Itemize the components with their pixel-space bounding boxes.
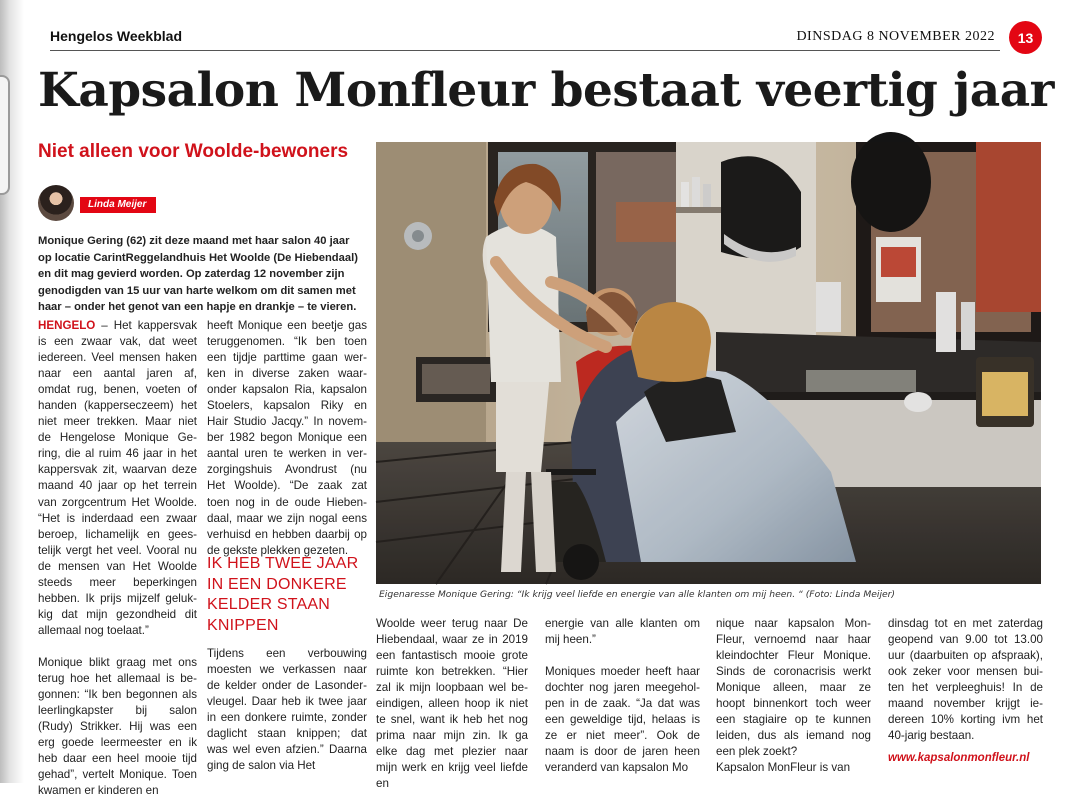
column-1-paragraph-2: Monique blikt graag met ons terug hoe het allemaal is begonnen: “Ik ben begonnen als leerlingkapster bij salon (Rudy) Strikker. Hij was een erg goede leermeester en ik heb daar een heel mooie tijd gehad”, vertelt Monique. Toen kwamen er kinderen en — [38, 655, 197, 798]
column-5-paragraph-2: Kapsalon MonFleur is van — [716, 761, 851, 775]
article-intro: Monique Gering (62) zit deze maand met haar salon 40 jaar op locatie CarintReggelandhuis Het Woolde (De Hiebendaal) en dit mag gevierd worden. Op zaterdag 12 november zijn genodigden van 15 uur van harte welkom om dit samen met haar – onder het genot van een hapje en drankje – te vieren. — [38, 235, 358, 314]
pull-quote: IK HEB TWEE JAAR IN EEN DONKERE KELDER STAAN KNIPPEN — [207, 555, 359, 634]
article-headline — [38, 62, 1054, 120]
column-4-paragraph-1: energie van alle klanten om mij heen.” — [545, 617, 700, 647]
article-column-5 — [716, 616, 871, 776]
article-column-2b — [207, 646, 367, 774]
author-byline: Linda Meijer — [80, 197, 156, 213]
article-subheadline: Niet alleen voor Woolde-bewoners — [38, 141, 349, 162]
headline-bold: Kapsalon Monfleur — [38, 63, 535, 118]
article-column-4 — [545, 616, 700, 776]
column-1-text-1: – Het kappersvak is een zwaar vak, dat weet iedereen. Veel mensen haken naar een aantal jaren af, omdat rug, benen, voeten of handen (kapperseczeem) het niet meer trekken. Maar niet de Hengelose Monique Gering, die al ruim 46 jaar in het kappersvak zit, waarvan deze maand 40 jaar op het terrein van zorgcentrum Het Woolde. “Het is inderdaad een zwaar beroep, lichamelijk en geestelijk vergt het veel. Vooral nu de mensen van Het Woolde steeds meer beperkingen hebben. Ik prijs mijzelf gelukkig dat mijn gezondheid dit allemaal nog toelaat.” — [38, 319, 197, 637]
article-column-3 — [376, 616, 528, 793]
publication-name: Hengelos Weekblad — [50, 28, 183, 44]
author-avatar — [38, 185, 74, 221]
photo-caption: Eigenaresse Monique Gering: “Ik krijg veel liefde en energie van alle klanten om mij heen. “ (Foto: Linda Meijer) — [379, 589, 896, 600]
column-4-paragraph-2: Moniques moeder heeft haar dochter nog jaren meegeholpen in de zaak. “Ja dat was een geweldige tijd, helaas is ze er niet meer”. Ook de naam is door de jaren heen veranderd van kapsalon Mo — [545, 665, 700, 775]
column-1-paragraph-1 — [38, 318, 197, 639]
article-column-6 — [888, 616, 1043, 744]
column-2-paragraph-1: heeft Monique een beetje gas teruggenomen. “Ik ben toen een tijdje parttime gaan werken in diverse zaken waaronder kapsalon Ria, kapsalon Stoelers, kapsalon Riky en Hair Studio Jacqy.” In november 1982 begon Monique een aantal uren te werken in verzorgingshuis Avondrust (nu Het Woolde). “De zaak zat toen nog in de oude Hiebendaal, maar we zijn nogal eens verhuisd en hebben daarbij op de gekste plekken gezeten. — [207, 319, 367, 557]
website-link[interactable]: www.kapsalonmonfleur.nl — [888, 752, 1030, 764]
column-6-paragraph-1: dinsdag tot en met zaterdag geopend van 9.00 tot 13.00 uur (daarbuiten op afspraak), ook zeker voor mensen buiten het verpleeghuis! In de maand november krijgt iedereen 10% korting ivm het 40-jarig bestaan. — [888, 617, 1043, 743]
article-column-1 — [38, 318, 197, 799]
article-column-2 — [207, 318, 367, 559]
header-rule — [50, 50, 1000, 51]
headline-light: bestaat veertig jaar — [550, 63, 1054, 118]
page-turn-handle[interactable] — [0, 75, 10, 195]
column-2-paragraph-2: Tijdens een verbouwing moesten we verkassen naar de kelder onder de Lasondervleugel. Daar heb ik twee jaar in een donkere ruimte, zonder daglicht staan knippen; dat was wel even afzien.” Daarna ging de salon via Het — [207, 647, 367, 773]
salon-photo — [376, 142, 1041, 584]
column-3-paragraph-1: Woolde weer terug naar De Hiebendaal, waar ze in 2019 een fantastisch mooie grote ruimte kon betrekken. “Hier zal ik mijn loopbaan wel beeindigen, alleen hoop ik niet te snel, want ik heb het nog prima naar mijn zin. Ik ga elke dag met plezier naar mijn werk en krijg veel liefde en — [376, 617, 528, 791]
issue-date: DINSDAG 8 NOVEMBER 2022 — [796, 29, 995, 44]
dateline: HENGELO — [38, 319, 96, 332]
page-number-badge: 13 — [1009, 21, 1042, 54]
column-5-paragraph-1: nique naar kapsalon MonFleur, vernoemd naar haar kleindochter Fleur Monique. Sinds de coronacrisis werkt Monique alleen, maar ze hoopt binnenkort toch weer een stagiaire op te kunnen leiden, dus als iemand nog een plek zoekt? — [716, 617, 871, 759]
